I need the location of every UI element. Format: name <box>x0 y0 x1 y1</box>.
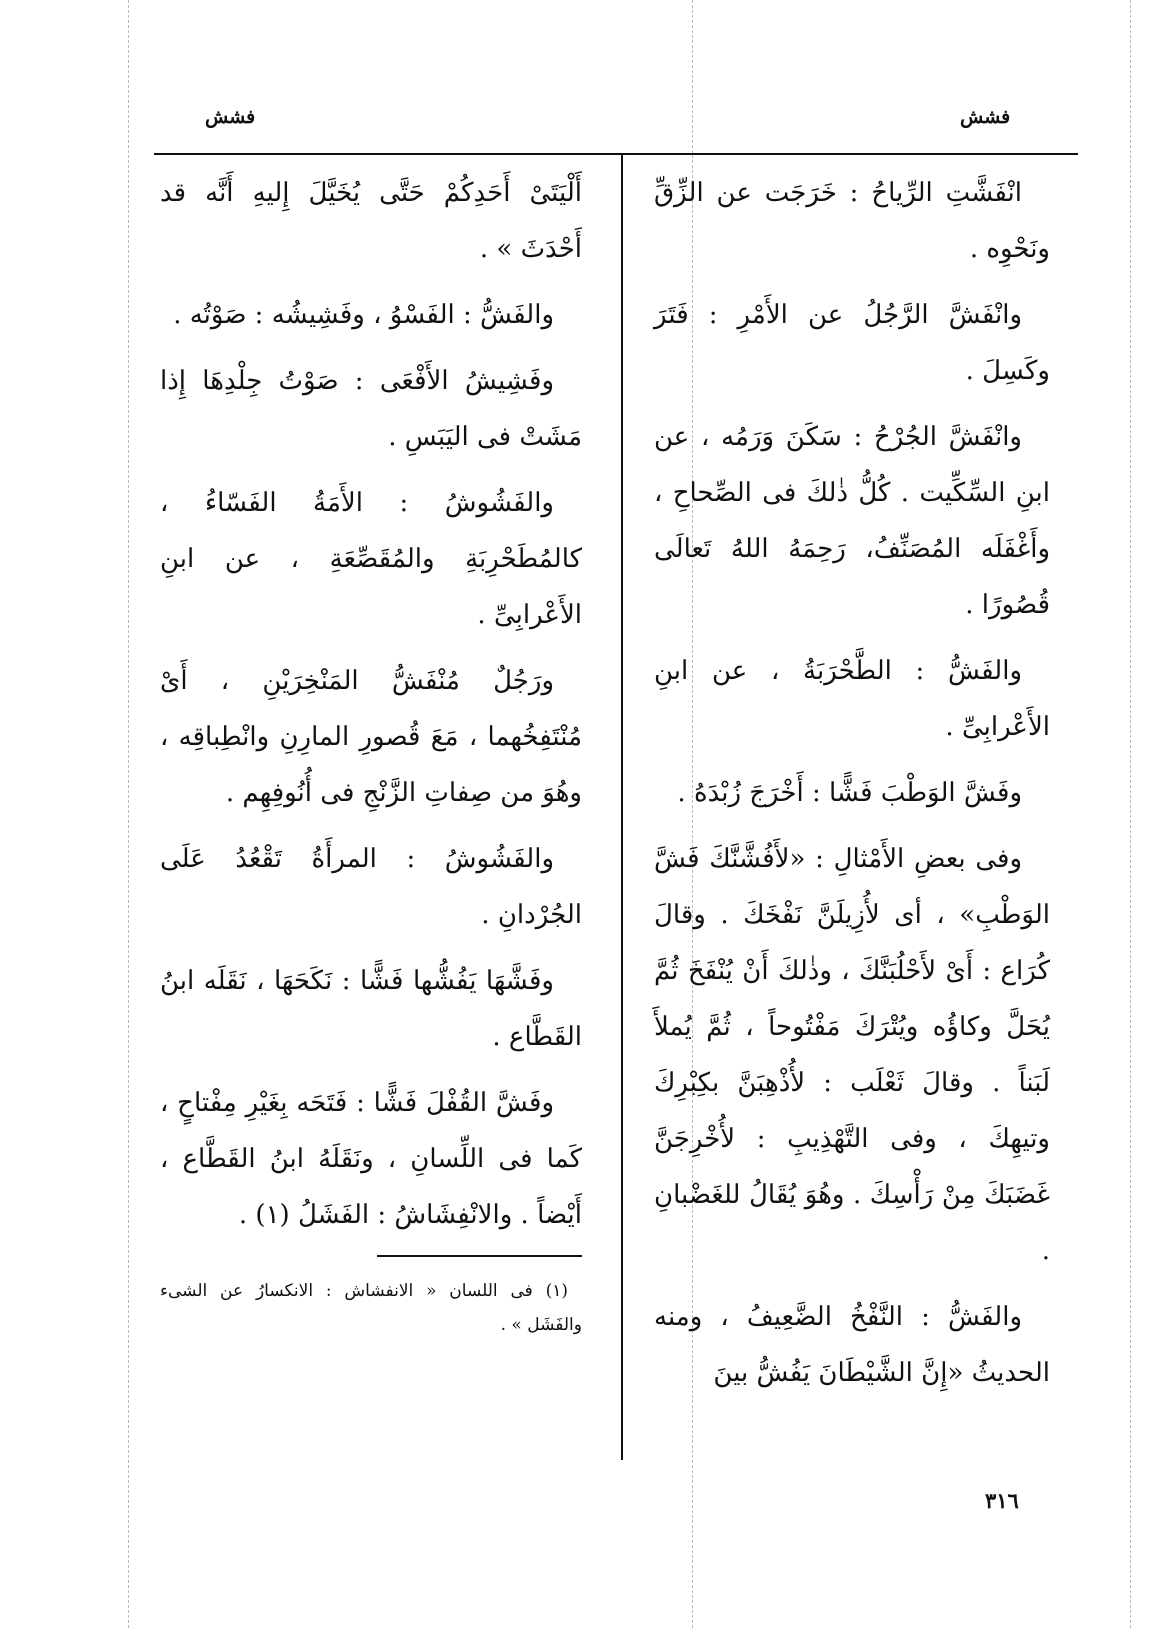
entry-paragraph: وفى بعضِ الأَمْثالِ : «لأَفُشَّنَّكَ فَشَّ الوَطْبِ» ، أى لأُزِيلَنَّ نَفْخَكَ . وقالَ كُرَاع : أَىْ لأَحْلُبَنَّكَ ، وذٰلكَ أَنْ يُنْفَخَ ثُمَّ يُحَلَّ وكاؤُه ويُتْرَكَ مَفْتُوحاً ، ثُمَّ يُملأَ لَبَناً . وقالَ ثَعْلَب : لأُذْهِبَنَّ بكِبْرِكَ وتيهِكَ ، وفى التَّهْذِيبِ : لأُخْرِجَنَّ غَضَبَكَ مِنْ رَأْسِكَ . وهُوَ يُقَالُ للغَضْبانِ . <box>654 844 1050 1266</box>
page-number: ٣١٦ <box>985 1488 1019 1513</box>
right-column <box>654 165 1050 1411</box>
scan-fold-line-left <box>128 0 129 1628</box>
entry-paragraph: والفَشُّ : الفَسْوُ ، وفَشِيشُه : صَوْتُه . <box>173 300 554 330</box>
left-column <box>160 165 582 1359</box>
footnote: (١) فى اللسان « الانفشاش : الانكسارُ عن الشىء والفَشَل » . <box>160 1281 582 1335</box>
entry-paragraph: وفَشَّ الوَطْبَ فَشًّا : أَخْرَجَ زُبْدَهُ . <box>677 778 1022 808</box>
entry-paragraph: وانْفَشَّ الرَّجُلُ عن الأَمْرِ : فَتَرَ وكَسِلَ . <box>654 300 1050 386</box>
entry-paragraph: ورَجُلٌ مُنْفَشُّ المَنْخِرَيْنِ ، أَىْ مُنْتَفِخُهما ، مَعَ قُصورِ المارِنِ وانْطِباقِه ، وهُوَ من صِفاتِ الزَّنْجِ فى أُنُوفِهِم . <box>160 666 582 808</box>
entry-paragraph: والفَشُّ : النَّفْخُ الضَّعِيفُ ، ومنه الحديثُ «إِنَّ الشَّيْطَانَ يَفُشُّ بينَ <box>654 1302 1050 1388</box>
footnote-rule <box>377 1255 582 1257</box>
entry-paragraph: وفَشَّ القُفْلَ فَشًّا : فَتَحَه بِغَيْرِ مِفْتاحٍ ، كَما فى اللِّسانِ ، ونَقَلَهُ ابنُ القَطَّاع ، أَيْضاً . والانْفِشَاشُ : الفَشَلُ (١) . <box>160 1088 582 1230</box>
header-rule <box>154 153 1078 155</box>
header-word-right: فشش <box>960 106 1011 128</box>
entry-paragraph: والفَشُّ : الطَّحْرَبَةُ ، عن ابنِ الأَعْرابِىِّ . <box>654 656 1050 742</box>
entry-paragraph: وفَشَّهَا يَفُشُّها فَشًّا : نَكَحَهَا ، نَقَلَه ابنُ القَطَّاع . <box>160 966 582 1052</box>
entry-paragraph: انْفَشَّتِ الرِّياحُ : خَرَجَت عن الزِّقِّ ونَحْوِه . <box>654 178 1050 264</box>
entry-paragraph: وانْفَشَّ الجُرْحُ : سَكَنَ وَرَمُه ، عن ابنِ السِّكِّيت . كُلُّ ذٰلكَ فى الصِّحاحِ ، وأَغْفَلَه المُصَنِّفُ، رَحِمَهُ اللهُ تَعالَى قُصُورًا . <box>654 422 1050 620</box>
entry-paragraph-continued: أَلْيَتَىْ أَحَدِكُمْ حَتَّى يُخَيَّلَ إِليهِ أَنَّه قد أَحْدَثَ » . <box>160 178 582 264</box>
header-word-left: فشش <box>205 106 256 128</box>
column-divider <box>621 155 623 1460</box>
scan-fold-line-right <box>1130 0 1131 1628</box>
entry-paragraph: والفَشُوشُ : الأَمَةُ الفَسّاءُ ، كالمُطَحْرِبَةِ والمُقَصِّعَةِ ، عن ابنِ الأَعْرابِىِّ . <box>160 488 582 630</box>
entry-paragraph: والفَشُوشُ : المرأَةُ تَقْعُدُ عَلَى الجُرْدانِ . <box>160 844 582 930</box>
entry-paragraph: وفَشِيشُ الأَفْعَى : صَوْتُ جِلْدِهَا إِذا مَشَتْ فى اليَبَسِ . <box>160 366 582 452</box>
